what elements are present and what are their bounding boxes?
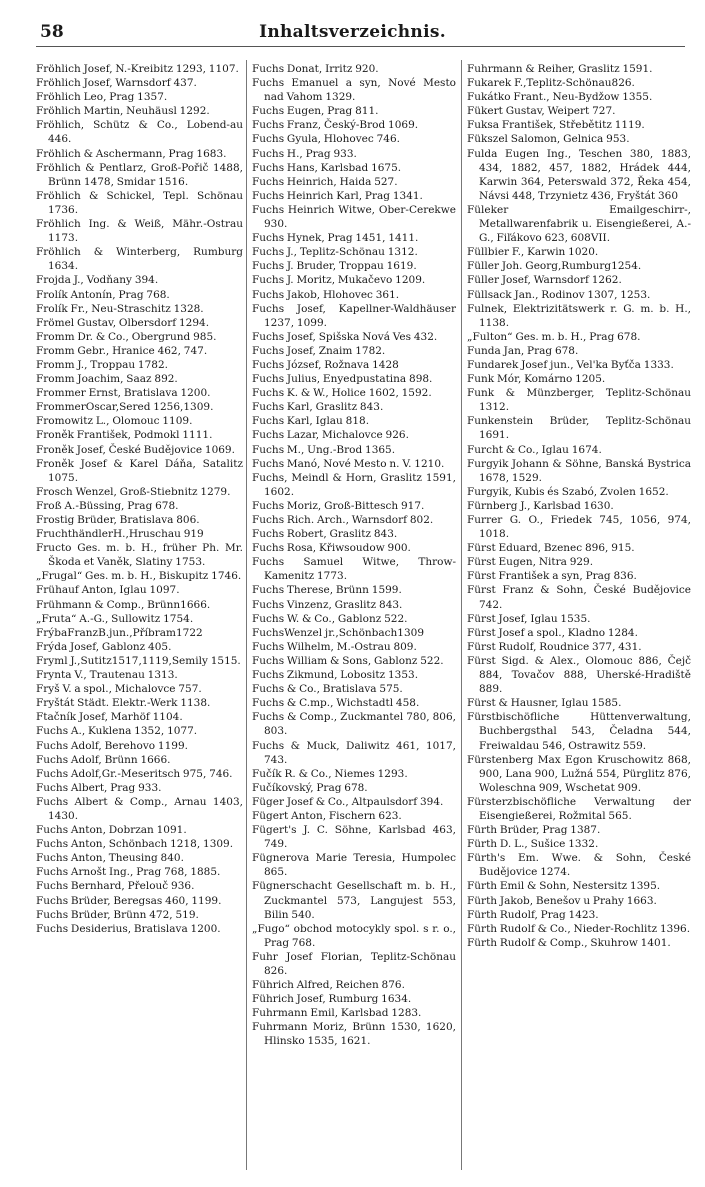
index-entry: Fuchs & Co., Bratislava 575. [252,683,403,696]
index-entry: Fröhlich & Schickel, Tepl. Schönau 1736. [36,189,243,216]
index-entry: Fuchs Rich. Arch., Warnsdorf 802. [252,514,434,526]
index-entry: Fröhlich Ing. & Weiß, Mähr.-Ostrau 1173. [36,218,243,245]
index-entry: Fryml J.,Sutitz1517,1119,Semily 1515. [36,654,241,667]
index-entry: Fuchs Rosa, Křiwsoudow 900. [252,542,411,555]
index-entry: „Fulton“ Ges. m. b. H., Prag 678. [467,330,641,343]
index-entry: Fürth's Em. Wwe. & Sohn, České Budějovice 1274. [467,852,691,879]
index-entry: Fuchs Eugen, Prag 811. [252,105,379,118]
index-entry: „Frugal“ Ges. m. b. H., Biskupitz 1746. [36,570,242,583]
index-entry: Fuchs J. Moritz, Mukačevo 1209. [252,274,426,287]
index-entry: Fromowitz L., Olomouc 1109. [36,415,193,428]
index-entry: Fürth Brüder, Prag 1387. [467,824,601,837]
column-divider [461,60,462,1170]
column-divider [246,60,247,1170]
index-entry: Frühmann & Comp., Brünn1666. [36,598,211,611]
index-entry: Fuchs Brüder, Beregsas 460, 1199. [36,894,222,907]
index-entry: Fuchs Adolf,Gr.-Meseritsch 975, 746. [36,767,233,780]
index-entry: Führich Alfred, Reichen 876. [252,979,405,992]
index-entry: Fuchs A., Kuklena 1352, 1077. [36,725,198,738]
index-entry: Fuhrmann Moriz, Brünn 1530, 1620, Hlinsko 1535, 1621. [252,1021,456,1048]
index-entry: Fuchs Albert, Prag 933. [36,781,162,794]
index-entry: Fröhlich & Pentlarz, Groß-Pořič 1488, Brünn 1478, Smidar 1516. [36,161,243,188]
index-entry: Furcht & Co., Iglau 1674. [467,443,602,456]
index-entry: Fuchs Jakob, Hlohovec 361. [252,288,400,301]
index-entry: Fuchs Heinrich, Haida 527. [252,175,398,188]
index-entry: Fuchs & Muck, Daliwitz 461, 1017, 743. [252,739,456,766]
index-entry: Fuchs József, Rožnava 1428 [252,358,399,371]
index-entry: Fürst Sigd. & Alex., Olomouc 886, Čejč 884, Tovačov 888, Uherské-Hradiště 889. [467,654,691,696]
index-entry: Fügnerova Marie Teresia, Humpolec 865. [252,852,456,879]
index-entry: Fürstenberg Max Egon Kruschowitz 868, 900, Lana 900, Lužná 554, Pürglitz 876, Woleschna 909, Wschetat 909. [467,753,691,794]
index-entry: Froß A.-Büssing, Prag 678. [36,499,179,512]
index-entry: Ftačník Josef, Marhöf 1104. [36,711,183,724]
index-entry: Furrer G. O., Friedek 745, 1056, 974, 1018. [467,514,691,541]
index-entry: Frommer Ernst, Bratislava 1200. [36,387,211,400]
index-entry: Fürth Jakob, Benešov u Prahy 1663. [467,894,657,907]
index-entry: Funda Jan, Prag 678. [467,344,579,357]
index-entry: Fügnerschacht Gesellschaft m. b. H., Zuckmantel 573, Langujest 553, Bilin 540. [252,880,456,921]
index-entry: Fröhlich Josef, Warnsdorf 437. [36,77,197,90]
index-entry: Fuchs Anton, Dobrzan 1091. [36,824,187,837]
index-entry: Fryštát Städt. Elektr.-Werk 1138. [36,697,211,710]
index-entry: „Fruta“ A.-G., Sullowitz 1754. [36,612,194,625]
index-entry: Fuchs Hynek, Prag 1451, 1411. [252,232,419,245]
index-entry: Fügert's J. C. Söhne, Karlsbad 463, 749. [252,824,456,851]
index-entry: Fuchs, Meindl & Horn, Graslitz 1591, 1602. [252,471,456,498]
index-entry: Fuchs W. & Co., Gablonz 522. [252,612,408,625]
index-entry: Fromm J., Troppau 1782. [36,358,168,371]
index-entry: Fuchs Karl, Iglau 818. [252,415,370,428]
index-entry: Fuchs Donat, Irritz 920. [252,63,379,75]
index-entry: Fuchs Adolf, Berehovo 1199. [36,739,188,752]
index-entry: Fuchs Manó, Nové Mesto n. V. 1210. [252,457,445,470]
index-entry: Fuchs Moriz, Groß-Bittesch 917. [252,499,425,512]
index-entry: Frömel Gustav, Olbersdorf 1294. [36,316,210,329]
index-entry: Fuchs J., Teplitz-Schönau 1312. [252,246,418,259]
index-entry: Fuchs Zikmund, Lobositz 1353. [252,669,419,682]
index-entry: Führich Josef, Rumburg 1634. [252,993,412,1006]
index-entry: Fuchs K. & W., Holice 1602, 1592. [252,387,432,400]
index-column-3 [467,62,691,1172]
index-entry: FuchsWenzel jr.,Schönbach1309 [252,626,424,639]
index-entry: Furgyik, Kubis és Szabó, Zvolen 1652. [467,485,669,498]
index-entry: Fürth D. L., Sušice 1332. [467,838,599,851]
index-entry: Fürth Rudolf, Prag 1423. [467,908,599,921]
index-entry: Fröhlich, Schütz & Co., Lobend-au 446. [36,119,243,146]
index-entry: Fuchs J. Bruder, Troppau 1619. [252,260,417,273]
index-entry: Fromm Joachim, Saaz 892. [36,373,178,386]
index-entry: Fuchs Heinrich Witwe, Ober-Cerekwe 930. [252,203,456,231]
index-entry: Fuchs Samuel Witwe, Throw-Kamenitz 1773. [252,556,456,583]
index-entry: Fuchs Josef, Spišska Nová Ves 432. [252,330,438,343]
index-entry: Fürth Rudolf & Comp., Skuhrow 1401. [467,936,671,949]
index-entry: Fuchs Josef, Znaim 1782. [252,344,386,357]
index-entry: Fuchs M., Ung.-Brod 1365. [252,443,396,456]
index-entry: Froněk František, Podmokl 1111. [36,429,213,442]
index-entry: Fröhlich Martin, Neuhäusl 1292. [36,105,210,118]
index-entry: Fryš V. a spol., Michalovce 757. [36,683,202,696]
index-entry: Fuchs Anton, Schönbach 1218, 1309. [36,838,234,851]
index-entry: Fürst Eugen, Nitra 929. [467,556,594,569]
index-entry: Fröhlich Josef, N.-Kreibitz 1293, 1107. [36,63,239,75]
index-entry: Fukarek F.,Teplitz-Schönau826. [467,77,635,90]
index-entry: Füllbier F., Karwin 1020. [467,246,599,259]
index-entry: FrýbaFranzB.jun.,Příbram1722 [36,626,203,639]
index-entry: Fuchs Gyula, Hlohovec 746. [252,133,400,146]
index-entry: Füller Joh. Georg,Rumburg1254. [467,260,642,273]
index-entry: Fuksa František, Střebětitz 1119. [467,119,645,132]
index-entry: Fuchs Therese, Brünn 1599. [252,584,402,597]
page-number: 58 [40,22,64,42]
index-entry: Funk & Münzberger, Teplitz-Schönau 1312. [467,387,691,414]
index-entry: Fürst Franz & Sohn, České Budějovice 742. [467,584,691,611]
index-entry: Frynta V., Trautenau 1313. [36,669,178,682]
index-entry: Fürst Rudolf, Roudnice 377, 431. [467,640,642,653]
index-entry: Froněk Josef, České Budějovice 1069. [36,443,235,456]
index-entry: Fuchs Hans, Karlsbad 1675. [252,161,402,174]
index-entry: Fürnberg J., Karlsbad 1630. [467,499,614,512]
index-entry: FrommerOscar,Sered 1256,1309. [36,401,214,414]
index-entry: Fuchs Julius, Enyedpustatina 898. [252,373,433,386]
index-entry: Fuchs H., Prag 933. [252,147,357,160]
index-entry: Fuchs Adolf, Brünn 1666. [36,753,171,766]
index-entry: Fromm Gebr., Hranice 462, 747. [36,344,208,357]
index-entry: Fuchs Arnošt Ing., Prag 768, 1885. [36,866,221,879]
index-column-1 [36,62,243,1172]
index-entry: Froněk Josef & Karel Dáňa, Satalitz 1075. [36,457,243,484]
index-entry: Fuchs Albert & Comp., Arnau 1403, 1430. [36,795,243,822]
index-entry: Fukátko Frant., Neu-Bydžow 1355. [467,91,653,104]
index-entry: Frolík Fr., Neu-Straschitz 1328. [36,302,204,315]
index-entry: Fuchs & C.mp., Wichstadtl 458. [252,697,420,710]
index-entry: Fuchs Heinrich Karl, Prag 1341. [252,189,423,202]
index-entry: Fundarek Josef jun., Vel'ka Byťča 1333. [467,358,674,371]
index-entry: Fürst František a syn, Prag 836. [467,570,637,583]
index-entry: Fükszel Salomon, Gelnica 953. [467,133,630,146]
index-entry: Füger Josef & Co., Altpaulsdorf 394. [252,795,444,808]
index-entry: Fürst Eduard, Bzenec 896, 915. [467,542,635,555]
index-entry: Fürst & Hausner, Iglau 1585. [467,697,622,710]
index-entry: Fröhlich & Winterberg, Rumburg 1634. [36,246,243,273]
index-entry: Frolík Antonín, Prag 768. [36,288,170,301]
index-entry: Fuchs Brüder, Brünn 472, 519. [36,908,199,921]
index-entry: Fulda Eugen Ing., Teschen 380, 1883, 434, 1882, 457, 1882, Hrádek 444, Karwin 364, Peterswald 372, Řeka 454, Návsi 448, Trzynietz 436, Fryštát 360 [467,147,691,202]
index-entry: Fürstbischöfliche Hüttenverwaltung, Buchbergsthal 543, Čeladna 544, Freiwaldau 546, Ostrawitz 559. [467,711,691,752]
index-entry: Fuchs Franz, Český-Brod 1069. [252,119,419,132]
index-entry: Fromm Dr. & Co., Obergrund 985. [36,330,217,343]
index-entry: Fructo Ges. m. b. H., früher Ph. Mr. Škoda et Vaněk, Slatiny 1753. [36,542,243,569]
index-entry: Füllsack Jan., Rodinov 1307, 1253. [467,288,651,301]
index-entry: Fulnek, Elektrizitätswerk r. G. m. b. H., 1138. [467,302,691,329]
index-entry: Fügert Anton, Fischern 623. [252,809,402,822]
index-entry: Fuchs Wilhelm, M.-Ostrau 809. [252,640,417,653]
index-entry: Fuchs Anton, Theusing 840. [36,852,184,865]
index-column-2 [252,62,456,1172]
index-entry: Fuchs Vinzenz, Graslitz 843. [252,598,403,611]
index-entry: Frýda Josef, Gablonz 405. [36,640,172,653]
index-entry: Fürst Josef, Iglau 1535. [467,612,591,625]
index-entry: Fučíkovský, Prag 678. [252,781,368,794]
index-entry: Fürth Emil & Sohn, Nestersitz 1395. [467,880,661,893]
index-entry: Fürsterzbischöfliche Verwaltung der Eisengießerei, Rožmital 565. [467,795,691,822]
index-entry: Frostig Brüder, Bratislava 806. [36,514,200,526]
index-entry: Fuchs Bernhard, Přelouč 936. [36,880,195,893]
index-entry: Fučík R. & Co., Niemes 1293. [252,767,408,780]
index-entry: Fuhr Josef Florian, Teplitz-Schönau 826. [252,950,456,977]
index-entry: Füller Josef, Warnsdorf 1262. [467,274,622,287]
index-entry: Fuchs Emanuel a syn, Nové Mesto nad Vahom 1329. [252,77,456,104]
page-title: Inhaltsverzeichnis. [259,22,446,42]
index-entry: „Fugo“ obchod motocykly spol. s r. o., Prag 768. [252,922,456,949]
index-entry: Funkenstein Brüder, Teplitz-Schönau 1691. [467,415,691,442]
index-entry: Fuchs William & Sons, Gablonz 522. [252,654,444,667]
index-entry: Funk Mór, Komárno 1205. [467,373,606,386]
index-entry: Frosch Wenzel, Groß-Stiebnitz 1279. [36,485,231,498]
index-entry: Fuchs Desiderius, Bratislava 1200. [36,922,221,935]
index-entry: Füleker Emailgeschirr-, Metallwarenfabrik u. Eisengießerei, A.-G., Fiľákovo 623, 608VII. [467,203,691,245]
index-entry: Fröhlich Leo, Prag 1357. [36,91,168,104]
index-entry: Fükert Gustav, Weipert 727. [467,105,616,118]
index-entry: Fuchs Karl, Graslitz 843. [252,401,384,414]
index-entry: Fuchs & Comp., Zuckmantel 780, 806, 803. [252,711,456,738]
title-rule [36,46,685,47]
index-entry: Fuhrmann & Reiher, Graslitz 1591. [467,63,653,75]
index-entry: Fröhlich & Aschermann, Prag 1683. [36,147,227,160]
index-entry: Frühauf Anton, Iglau 1097. [36,584,180,597]
index-entry: Fuchs Robert, Graslitz 843. [252,528,398,541]
index-entry: Fürth Rudolf & Co., Nieder-Rochlitz 1396. [467,922,691,935]
index-entry: Fürst Josef a spol., Kladno 1284. [467,626,638,639]
index-entry: Fuchs Lazar, Michalovce 926. [252,429,409,442]
index-entry: Furgyik Johann & Söhne, Banská Bystrica 1678, 1529. [467,457,691,484]
index-entry: Fuhrmann Emil, Karlsbad 1283. [252,1007,422,1020]
index-entry: Fuchs Josef, Kapellner-Waldhäuser 1237, 1099. [252,302,456,329]
index-entry: Frojda J., Vodňany 394. [36,274,159,287]
index-entry: FruchthändlerH.,Hruschau 919 [36,528,204,541]
